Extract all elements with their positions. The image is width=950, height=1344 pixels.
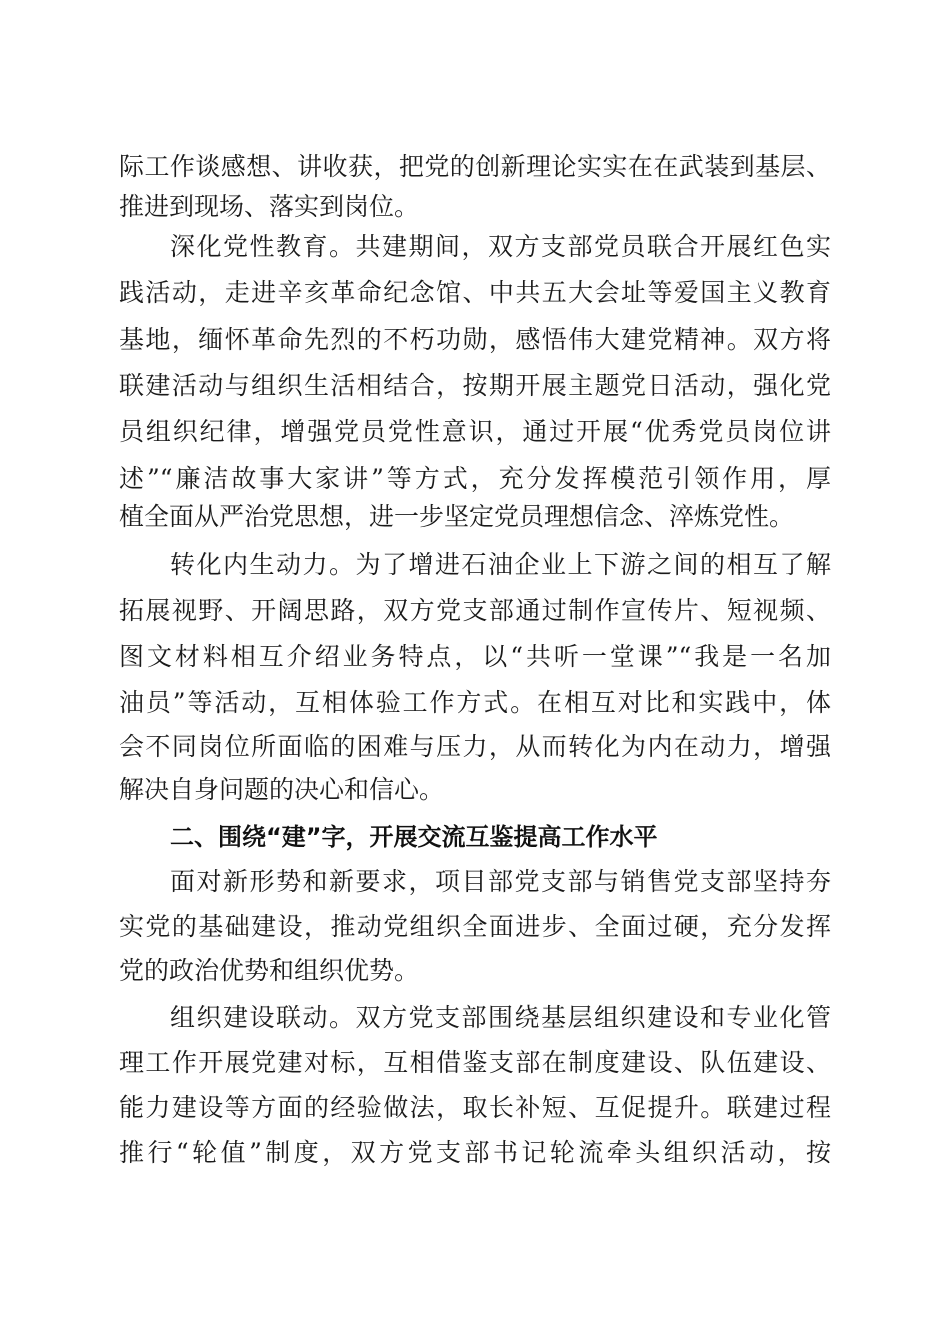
text-line: 推进到现场、落实到岗位。	[119, 192, 420, 221]
text-line: 理工作开展党建对标，互相借鉴支部在制度建设、队伍建设、	[119, 1048, 831, 1077]
text-line: 解决自身问题的决心和信心。	[119, 775, 445, 804]
text-line: 油员”等活动，互相体验工作方式。在相互对比和实践中，体	[119, 688, 831, 717]
text-line: 植全面从严治党思想，进一步坚定党员理想信念、淬炼党性。	[119, 502, 795, 531]
text-line: 图文材料相互介绍业务特点，以“共听一堂课”“我是一名加	[119, 642, 831, 671]
paragraph-start-line: 面对新形势和新要求，项目部党支部与销售党支部坚持夯	[170, 867, 831, 896]
section-heading: 二、围绕“建”字，开展交流互鉴提高工作水平	[170, 823, 658, 851]
text-line: 拓展视野、开阔思路，双方党支部通过制作宣传片、短视频、	[119, 596, 831, 625]
text-line: 能力建设等方面的经验做法，取长补短、互促提升。联建过程	[119, 1093, 831, 1122]
text-line: 际工作谈感想、讲收获，把党的创新理论实实在在武装到基层、	[119, 152, 831, 181]
text-line: 联建活动与组织生活相结合，按期开展主题党日活动，强化党	[119, 371, 831, 400]
text-line: 基地，缅怀革命先烈的不朽功勋，感悟伟大建党精神。双方将	[119, 325, 831, 354]
paragraph-start-line: 转化内生动力。为了增进石油企业上下游之间的相互了解	[170, 550, 831, 579]
text-line: 实党的基础建设，推动党组织全面进步、全面过硬，充分发挥	[119, 912, 831, 941]
text-line: 述”“廉洁故事大家讲”等方式，充分发挥模范引领作用，厚	[119, 464, 831, 493]
text-line: 践活动，走进辛亥革命纪念馆、中共五大会址等爱国主义教育	[119, 278, 831, 307]
text-line: 推行“轮值”制度，双方党支部书记轮流牵头组织活动，按	[119, 1138, 831, 1167]
text-line: 党的政治优势和组织优势。	[119, 956, 420, 985]
text-line: 员组织纪律，增强党员党性意识，通过开展“优秀党员岗位讲	[119, 417, 831, 446]
text-line: 会不同岗位所面临的困难与压力，从而转化为内在动力，增强	[119, 732, 831, 761]
paragraph-start-line: 组织建设联动。双方党支部围绕基层组织建设和专业化管	[170, 1003, 831, 1032]
paragraph-start-line: 深化党性教育。共建期间，双方支部党员联合开展红色实	[170, 232, 831, 261]
